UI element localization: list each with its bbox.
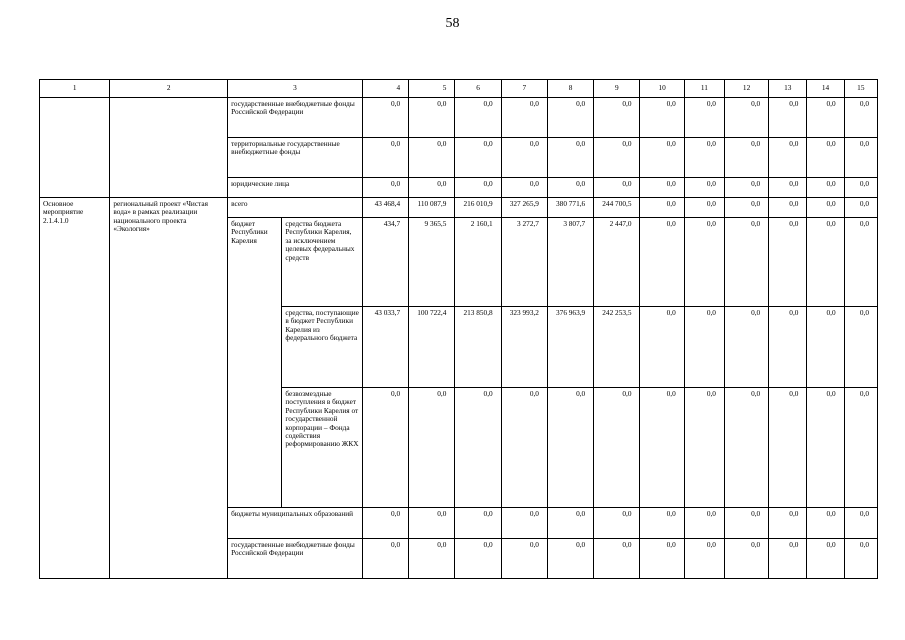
row-r5-value-col15: 0,0 [844, 218, 877, 307]
row-r8-value-col11: 0,0 [684, 508, 724, 539]
row-r1-value-col4: 0,0 [362, 98, 408, 138]
row-r6-value-col6: 213 850,8 [455, 307, 501, 388]
row-r6-value-col9: 242 253,5 [594, 307, 640, 388]
header-col-3: 3 [228, 80, 363, 98]
row-r5-value-col5: 9 365,5 [409, 218, 455, 307]
row-r9-value-col6: 0,0 [455, 539, 501, 579]
row-r8-value-col12: 0,0 [724, 508, 768, 539]
sub-source-label: средства, поступающие в бюджет Республики Карелия из федерального бюджета [282, 307, 362, 388]
row-r9-value-col9: 0,0 [594, 539, 640, 579]
row-r7-value-col5: 0,0 [409, 388, 455, 508]
row-r8-value-col10: 0,0 [640, 508, 684, 539]
row-r2-value-col8: 0,0 [547, 138, 593, 178]
row-r5-value-col14: 0,0 [807, 218, 844, 307]
header-col-4: 4 [362, 80, 408, 98]
row-r4-value-col11: 0,0 [684, 198, 724, 218]
header-col-9: 9 [594, 80, 640, 98]
row-r3-value-col6: 0,0 [455, 178, 501, 198]
row-r2-value-col11: 0,0 [684, 138, 724, 178]
header-col-1: 1 [40, 80, 110, 98]
row-r2-value-col14: 0,0 [807, 138, 844, 178]
row-r7-value-col9: 0,0 [594, 388, 640, 508]
row-r6-value-col10: 0,0 [640, 307, 684, 388]
source-label: государственные внебюджетные фонды Российской Федерации [228, 98, 363, 138]
row-r8-value-col7: 0,0 [501, 508, 547, 539]
row-r8-value-col15: 0,0 [844, 508, 877, 539]
row-r4-value-col4: 43 468,4 [362, 198, 408, 218]
header-col-15: 15 [844, 80, 877, 98]
row-r6-value-col7: 323 993,2 [501, 307, 547, 388]
row-r6-value-col8: 376 963,9 [547, 307, 593, 388]
row-r1-value-col9: 0,0 [594, 98, 640, 138]
row-r7-value-col14: 0,0 [807, 388, 844, 508]
header-col-6: 6 [455, 80, 501, 98]
source-label: государственные внебюджетные фонды Российской Федерации [228, 539, 363, 579]
row-r3-value-col4: 0,0 [362, 178, 408, 198]
row-r4-value-col6: 216 010,9 [455, 198, 501, 218]
row-r9-value-col11: 0,0 [684, 539, 724, 579]
row-r4-value-col14: 0,0 [807, 198, 844, 218]
row-r3-value-col8: 0,0 [547, 178, 593, 198]
blank-cell [110, 98, 228, 198]
row-r1-value-col15: 0,0 [844, 98, 877, 138]
row-r7-value-col15: 0,0 [844, 388, 877, 508]
source-label: юридические лица [228, 178, 363, 198]
sub-source-label: средства бюджета Республики Карелия, за исключением целевых федеральных средств [282, 218, 362, 307]
header-col-5: 5 [409, 80, 455, 98]
row-r9-value-col10: 0,0 [640, 539, 684, 579]
sub-source-label: безвозмездные поступления в бюджет Республики Карелия от государственной корпорации – Фонда содействия реформированию ЖКХ [282, 388, 362, 508]
row-r4-value-col12: 0,0 [724, 198, 768, 218]
row-r7-value-col6: 0,0 [455, 388, 501, 508]
header-row [40, 80, 878, 98]
row-r5-value-col12: 0,0 [724, 218, 768, 307]
row-r8-value-col13: 0,0 [769, 508, 807, 539]
row-r1-value-col10: 0,0 [640, 98, 684, 138]
row-r3-value-col7: 0,0 [501, 178, 547, 198]
row-r2-value-col13: 0,0 [769, 138, 807, 178]
row-r7-value-col10: 0,0 [640, 388, 684, 508]
row-r5-value-col8: 3 807,7 [547, 218, 593, 307]
row-r1-value-col7: 0,0 [501, 98, 547, 138]
row-r7-value-col12: 0,0 [724, 388, 768, 508]
row-r3-value-col15: 0,0 [844, 178, 877, 198]
budget-table [39, 79, 878, 579]
table-row [40, 198, 878, 218]
row-r1-value-col11: 0,0 [684, 98, 724, 138]
row-r2-value-col9: 0,0 [594, 138, 640, 178]
row-r5-value-col9: 2 447,0 [594, 218, 640, 307]
header-col-8: 8 [547, 80, 593, 98]
row-r7-value-col7: 0,0 [501, 388, 547, 508]
row-r2-value-col7: 0,0 [501, 138, 547, 178]
row-r9-value-col12: 0,0 [724, 539, 768, 579]
row-r2-value-col4: 0,0 [362, 138, 408, 178]
row-r1-value-col14: 0,0 [807, 98, 844, 138]
row-r5-value-col4: 434,7 [362, 218, 408, 307]
row-r8-value-col6: 0,0 [455, 508, 501, 539]
row-r3-value-col5: 0,0 [409, 178, 455, 198]
row-r1-value-col8: 0,0 [547, 98, 593, 138]
row-r7-value-col8: 0,0 [547, 388, 593, 508]
row-r3-value-col12: 0,0 [724, 178, 768, 198]
page-number: 58 [445, 16, 460, 31]
row-r4-value-col13: 0,0 [769, 198, 807, 218]
header-col-7: 7 [501, 80, 547, 98]
row-r8-value-col8: 0,0 [547, 508, 593, 539]
row-r6-value-col11: 0,0 [684, 307, 724, 388]
row-r9-value-col5: 0,0 [409, 539, 455, 579]
row-r2-value-col15: 0,0 [844, 138, 877, 178]
source-label: бюджеты муниципальных образований [228, 508, 363, 539]
row-r1-value-col5: 0,0 [409, 98, 455, 138]
row-r6-value-col13: 0,0 [769, 307, 807, 388]
row-r9-value-col14: 0,0 [807, 539, 844, 579]
row-r2-value-col5: 0,0 [409, 138, 455, 178]
header-col-2: 2 [110, 80, 228, 98]
row-r1-value-col6: 0,0 [455, 98, 501, 138]
table-row [40, 98, 878, 138]
row-r6-value-col5: 100 722,4 [409, 307, 455, 388]
project-name: региональный проект «Чистая вода» в рамках реализации национального проекта «Экология» [110, 198, 228, 579]
row-r3-value-col10: 0,0 [640, 178, 684, 198]
budget-group-label: бюджет Республики Карелия [228, 218, 282, 508]
row-r2-value-col10: 0,0 [640, 138, 684, 178]
row-r1-value-col12: 0,0 [724, 98, 768, 138]
row-r7-value-col11: 0,0 [684, 388, 724, 508]
row-r6-value-col15: 0,0 [844, 307, 877, 388]
source-label: территориальные государственные внебюджетные фонды [228, 138, 363, 178]
row-r7-value-col4: 0,0 [362, 388, 408, 508]
row-r9-value-col15: 0,0 [844, 539, 877, 579]
row-r5-value-col10: 0,0 [640, 218, 684, 307]
row-r4-value-col5: 110 087,9 [409, 198, 455, 218]
row-r1-value-col13: 0,0 [769, 98, 807, 138]
row-r4-value-col8: 380 771,6 [547, 198, 593, 218]
row-r3-value-col9: 0,0 [594, 178, 640, 198]
header-col-11: 11 [684, 80, 724, 98]
row-r6-value-col4: 43 033,7 [362, 307, 408, 388]
row-r7-value-col13: 0,0 [769, 388, 807, 508]
row-r4-value-col9: 244 700,5 [594, 198, 640, 218]
row-r5-value-col11: 0,0 [684, 218, 724, 307]
row-r6-value-col14: 0,0 [807, 307, 844, 388]
row-r9-value-col7: 0,0 [501, 539, 547, 579]
row-r4-value-col7: 327 265,9 [501, 198, 547, 218]
row-r8-value-col14: 0,0 [807, 508, 844, 539]
activity-code: Основное мероприятие 2.1.4.1.0 [40, 198, 110, 579]
row-r5-value-col13: 0,0 [769, 218, 807, 307]
row-r2-value-col12: 0,0 [724, 138, 768, 178]
row-r9-value-col13: 0,0 [769, 539, 807, 579]
row-r2-value-col6: 0,0 [455, 138, 501, 178]
blank-cell [40, 98, 110, 198]
row-r8-value-col5: 0,0 [409, 508, 455, 539]
row-r3-value-col14: 0,0 [807, 178, 844, 198]
row-r9-value-col8: 0,0 [547, 539, 593, 579]
row-r5-value-col6: 2 160,1 [455, 218, 501, 307]
row-r8-value-col4: 0,0 [362, 508, 408, 539]
row-r3-value-col13: 0,0 [769, 178, 807, 198]
row-r9-value-col4: 0,0 [362, 539, 408, 579]
source-label: всего [228, 198, 363, 218]
row-r4-value-col10: 0,0 [640, 198, 684, 218]
row-r4-value-col15: 0,0 [844, 198, 877, 218]
header-col-13: 13 [769, 80, 807, 98]
row-r8-value-col9: 0,0 [594, 508, 640, 539]
header-col-10: 10 [640, 80, 684, 98]
header-col-12: 12 [724, 80, 768, 98]
row-r5-value-col7: 3 272,7 [501, 218, 547, 307]
row-r3-value-col11: 0,0 [684, 178, 724, 198]
row-r6-value-col12: 0,0 [724, 307, 768, 388]
header-col-14: 14 [807, 80, 844, 98]
